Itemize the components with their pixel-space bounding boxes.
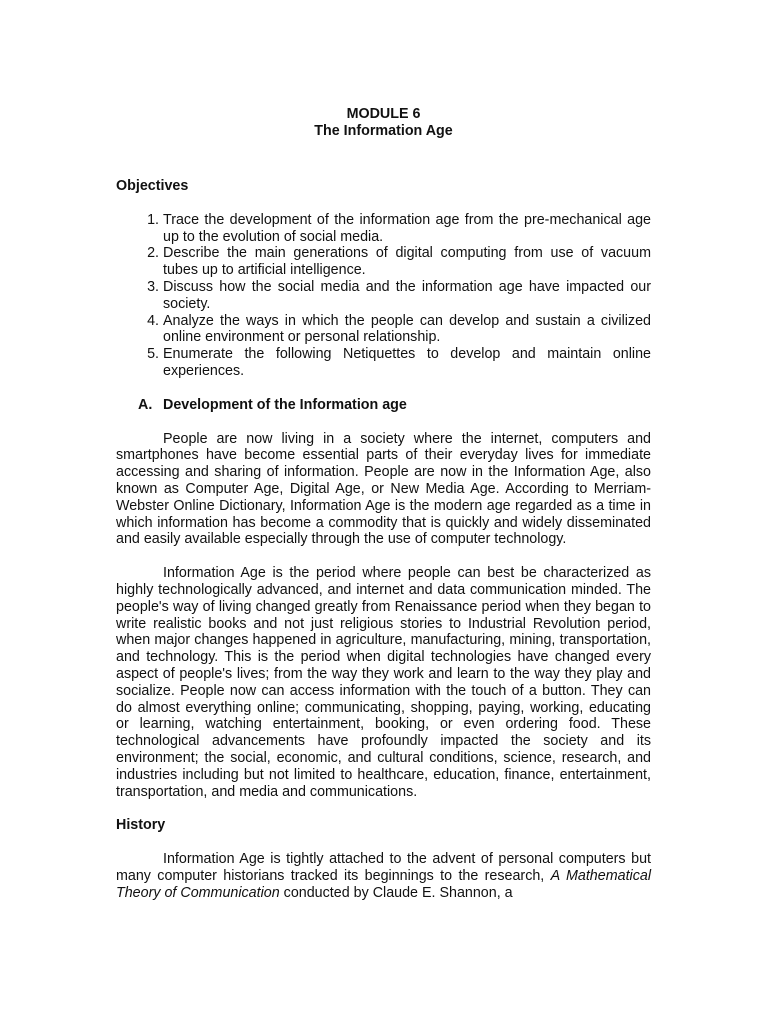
section-letter: A. (138, 396, 153, 413)
section-title: Development of the Information age (163, 396, 407, 413)
history-heading: History (116, 817, 166, 834)
list-item: 2. Describe the main generations of digital computing from use of vacuum tubes up to artificial intelligence. (163, 245, 651, 279)
cited-work-title: A Mathematical Theory of Communication (116, 867, 651, 901)
paragraph: Information Age is the period where people can best be characterized as highly technologically advanced, and internet and data communication minded. The people's way of living changed greatly from Renaissance period when they began to write realistic books and not just religious stories to Industrial Revolution period, when major changes happened in agriculture, manufacturing, mining, transportation, and technology. This is the period when digital technologies have changed every aspect of people's lives; from the way they work and learn to the way they play and socialize. People now can access information with the touch of a button. They can do almost everything online; communicating, shopping, paying, working, educating or learning, watching entertainment, booking, or even ordering food. These technological advancements have profoundly impacted the society and its environment; the social, economic, and cultural conditions, science, research, and industries including but not limited to healthcare, education, finance, entertainment, transportation, and media and communications. (116, 565, 651, 800)
list-item: 3. Discuss how the social media and the information age have impacted our society. (163, 279, 651, 313)
list-item: 4. Analyze the ways in which the people can develop and sustain a civilized online environment or personal relationship. (163, 313, 651, 347)
objectives-list (116, 212, 651, 380)
history-text-after: conducted by Claude E. Shannon, a (279, 884, 513, 901)
list-item: 1. Trace the development of the information age from the pre-mechanical age up to the evolution of social media. (163, 212, 651, 246)
section-a-heading (116, 397, 651, 414)
history-paragraph (116, 851, 651, 901)
module-title-block (116, 106, 651, 140)
page-title: The Information Age (314, 123, 453, 139)
document-page (116, 106, 651, 901)
history-text-before: Information Age is tightly attached to the advent of personal computers but many computer historians tracked its beginnings to the research, (116, 851, 651, 884)
paragraph: People are now living in a society where the internet, computers and smartphones have become essential parts of their everyday lives for immediate accessing and sharing of information. People are now in the Information Age, also known as Computer Age, Digital Age, or New Media Age. According to Merriam-Webster Online Dictionary, Information Age is the modern age regarded as a time in which information has become a commodity that is quickly and widely disseminated and easily available especially through the use of computer technology. (116, 430, 651, 548)
module-number: MODULE 6 (346, 106, 421, 122)
objectives-heading: Objectives (116, 178, 189, 194)
list-item: 5. Enumerate the following Netiquettes to develop and maintain online experiences. (163, 346, 651, 380)
